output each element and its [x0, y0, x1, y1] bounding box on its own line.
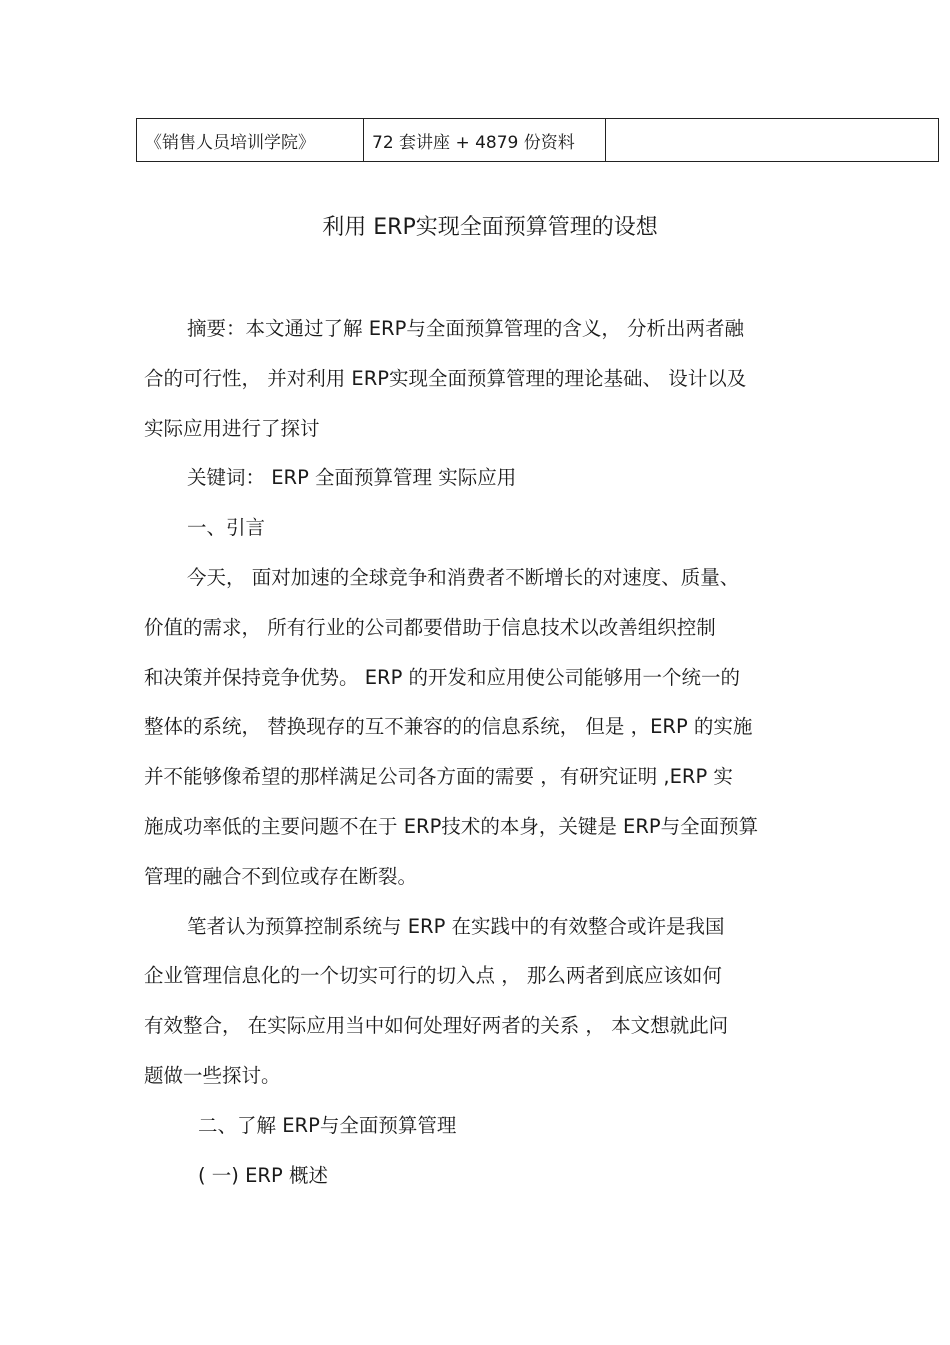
paragraph-line: 施成功率低的主要问题不在于 ERP技术的本身，关键是 ERP与全面预算: [144, 815, 759, 838]
section-heading-intro: 一、引言: [187, 516, 266, 539]
paragraph-line: 企业管理信息化的一个切实可行的切入点 ， 那么两者到底应该如何: [144, 964, 722, 987]
paragraph-line: 价值的需求， 所有行业的公司都要借助于信息技术以改善组织控制: [144, 616, 716, 639]
paragraph-line: 笔者认为预算控制系统与 ERP 在实践中的有效整合或许是我国: [187, 915, 725, 938]
header-table: [136, 118, 939, 162]
section-heading-erp: 二、了解 ERP与全面预算管理: [198, 1114, 457, 1137]
paragraph-line: 管理的融合不到位或存在断裂。: [144, 865, 418, 888]
paragraph-line: 有效整合， 在实际应用当中如何处理好两者的关系 ， 本文想就此问: [144, 1014, 729, 1037]
header-cell-materials: 72 套讲座 + 4879 份资料: [364, 119, 606, 162]
paragraph-line: 题做一些探讨。: [144, 1064, 281, 1087]
header-cell-empty: [606, 119, 939, 162]
table-row: [137, 119, 939, 162]
abstract-line-2: 合的可行性， 并对利用 ERP实现全面预算管理的理论基础、 设计以及: [144, 367, 747, 390]
paragraph-line: 整体的系统， 替换现存的互不兼容的的信息系统， 但是 ，ERP 的实施: [144, 715, 753, 738]
subsection-heading-erp-overview: ( 一) ERP 概述: [198, 1164, 328, 1187]
abstract-line-1: 摘要：本文通过了解 ERP与全面预算管理的含义， 分析出两者融: [187, 317, 745, 340]
paragraph-line: 今天， 面对加速的全球竞争和消费者不断增长的对速度、质量、: [187, 566, 740, 589]
abstract-line-3: 实际应用进行了探讨: [144, 417, 320, 440]
document-title: 利用 ERP实现全面预算管理的设想: [322, 215, 658, 240]
paragraph-line: 和决策并保持竞争优势。 ERP 的开发和应用使公司能够用一个统一的: [144, 666, 741, 689]
header-cell-course-name: 《销售人员培训学院》: [137, 119, 364, 162]
keywords-line: 关键词： ERP 全面预算管理 实际应用: [187, 466, 517, 489]
paragraph-line: 并不能够像希望的那样满足公司各方面的需要 ，有研究证明 ,ERP 实: [144, 765, 733, 788]
